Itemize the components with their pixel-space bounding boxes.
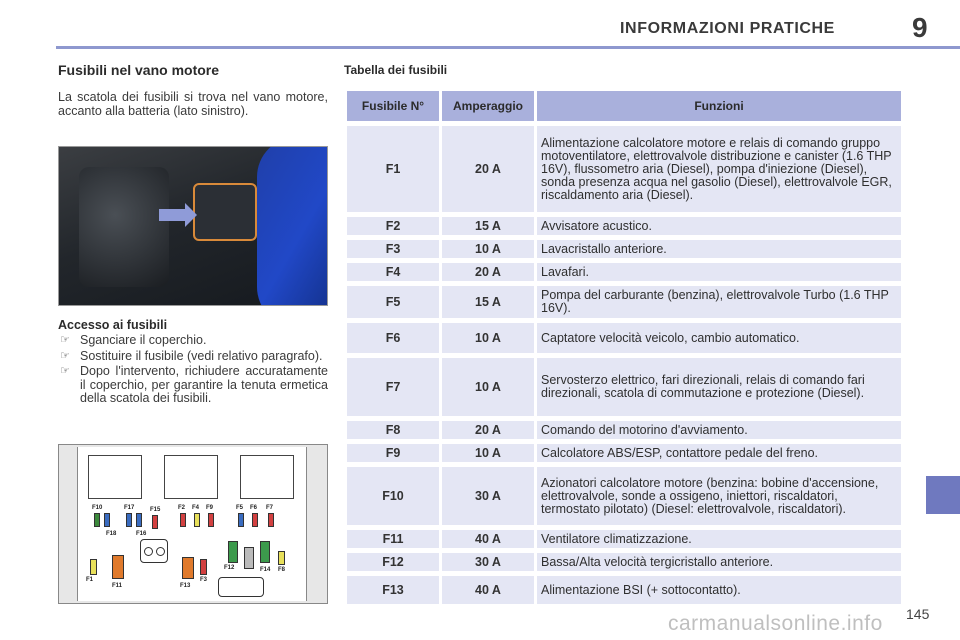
fuse-amperage: 10 A [442, 323, 534, 353]
fuse-f1 [90, 559, 97, 575]
fuse-amperage: 15 A [442, 217, 534, 235]
fuse-label: F7 [266, 505, 274, 511]
fuse-label: F6 [250, 505, 258, 511]
fuse-function: Avvisatore acustico. [537, 217, 901, 235]
fuse-f17 [126, 513, 132, 527]
fuse-label: F4 [192, 505, 200, 511]
fuse-amperage: 40 A [442, 576, 534, 604]
header-rule [56, 46, 960, 49]
fuse-label: F14 [260, 567, 271, 573]
fuse-function: Alimentazione BSI (+ sottocontatto). [537, 576, 901, 604]
access-step: ☞ Sostituire il fusibile (vedi relativo paragrafo). [60, 348, 323, 363]
fuse-label: F13 [180, 583, 191, 589]
fuse-label: F15 [150, 507, 161, 513]
fuse-function: Lavacristallo anteriore. [537, 240, 901, 258]
connector-pin [144, 547, 153, 556]
fuse-amperage: 40 A [442, 530, 534, 548]
column-header-functions: Funzioni [537, 91, 901, 121]
fuse-number: F3 [347, 240, 439, 258]
fuse-label: F17 [124, 505, 135, 511]
relay-slot [240, 455, 294, 499]
fuse-f2 [180, 513, 186, 527]
fuse-number: F11 [347, 530, 439, 548]
pointer-arrow-icon [159, 209, 185, 221]
fuse-amperage: 10 A [442, 358, 534, 416]
column-header-amperage: Amperaggio [442, 91, 534, 121]
relay-slot [88, 455, 142, 499]
table-row [347, 323, 901, 353]
fuse-function: Alimentazione calcolatore motore e relais di comando gruppo motoventilatore, elettrovalvole distribuzione e canister (1.6 THP 16V), flussometro aria (Diesel), pompa d'iniezione (Diesel), sonda presenza acqua nel gasolio (Diesel), elettrovalvole EGR, riscaldamento aria (Diesel). [537, 126, 901, 212]
fuse-number: F5 [347, 286, 439, 318]
fuse-f3 [200, 559, 207, 575]
column-header-fuse: Fusibile N° [347, 91, 439, 121]
table-row [347, 530, 901, 548]
pointing-hand-icon: ☞ [60, 365, 70, 377]
fuse-f17b [136, 513, 142, 527]
fuse-amperage: 20 A [442, 126, 534, 212]
fuse-label: F18 [106, 531, 117, 537]
fuse-label: F3 [200, 577, 208, 583]
fuse-number: F13 [347, 576, 439, 604]
fuse-f7 [268, 513, 274, 527]
table-row [347, 421, 901, 439]
fuse-function: Ventilatore climatizzazione. [537, 530, 901, 548]
table-row [347, 240, 901, 258]
fuse-function: Bassa/Alta velocità tergicristallo anteriore. [537, 553, 901, 571]
pointing-hand-icon: ☞ [60, 349, 70, 362]
fuse-function: Azionatori calcolatore motore (benzina: bobine d'accensione, elettrovalvole, sonde a ossigeno, iniettori, riscaldatori, termostato pilotato) (Diesel: elettrovalvole, riscaldatori). [537, 467, 901, 525]
fuse-box-inner [77, 447, 307, 601]
fuse-number: F8 [347, 421, 439, 439]
table-row [347, 126, 901, 212]
engine-component [79, 167, 169, 287]
access-steps-list [58, 334, 328, 408]
fuse-f14 [260, 541, 270, 563]
fuse-label: F2 [178, 505, 186, 511]
fuse-number: F10 [347, 467, 439, 525]
fuse-f10b [104, 513, 110, 527]
fuse-number: F7 [347, 358, 439, 416]
fuse-spare [244, 547, 254, 569]
chapter-number: 9 [912, 12, 928, 43]
fuse-label: F10 [92, 505, 103, 511]
fuse-f8 [278, 551, 285, 565]
table-row [347, 444, 901, 462]
engine-bay-photo [58, 146, 328, 306]
fuse-label: F11 [112, 583, 123, 589]
fuse-box-diagram [58, 444, 328, 604]
table-row [347, 553, 901, 571]
fuse-table [344, 86, 904, 609]
page-number: 145 [906, 606, 930, 622]
fuse-amperage: 10 A [442, 444, 534, 462]
fuse-number: F9 [347, 444, 439, 462]
fuse-number: F2 [347, 217, 439, 235]
fuse-number: F1 [347, 126, 439, 212]
fuse-label: F9 [206, 505, 214, 511]
fuse-function: Pompa del carburante (benzina), elettrovalvole Turbo (1.6 THP 16V). [537, 286, 901, 318]
fuse-amperage: 20 A [442, 421, 534, 439]
fuse-number: F4 [347, 263, 439, 281]
access-step: ☞ Dopo l'intervento, richiudere accuratamente il coperchio, per garantire la tenuta ermetica della scatola dei fusibili. [60, 364, 328, 405]
fuse-function: Lavafari. [537, 263, 901, 281]
fuse-label: F1 [86, 577, 94, 583]
table-row [347, 358, 901, 416]
fuse-amperage: 20 A [442, 263, 534, 281]
page-header-title: INFORMAZIONI PRATICHE [620, 20, 835, 37]
car-body-panel [257, 146, 328, 306]
fuse-amperage: 30 A [442, 467, 534, 525]
fuse-amperage: 10 A [442, 240, 534, 258]
fuse-f9 [208, 513, 214, 527]
fuse-f12 [228, 541, 238, 563]
pointing-hand-icon: ☞ [60, 334, 70, 346]
fuse-label: F16 [136, 531, 147, 537]
connector-pin [156, 547, 165, 556]
fuse-puller-slot [218, 577, 264, 597]
section-title: Fusibili nel vano motore [58, 62, 220, 78]
table-row [347, 263, 901, 281]
fuse-number: F6 [347, 323, 439, 353]
fuse-function: Servosterzo elettrico, fari direzionali, relais di comando fari direzionali, scatola di commutazione e protezione (Diesel). [537, 358, 901, 416]
fuse-label: F5 [236, 505, 244, 511]
fuse-amperage: 15 A [442, 286, 534, 318]
table-header-row [347, 91, 901, 121]
watermark: carmanualsonline.info [668, 612, 883, 635]
table-row [347, 576, 901, 604]
fuse-label: F8 [278, 567, 286, 573]
fuse-f4 [194, 513, 200, 527]
fuse-function: Captatore velocità veicolo, cambio automatico. [537, 323, 901, 353]
fuse-label: F12 [224, 565, 235, 571]
table-title: Tabella dei fusibili [344, 63, 448, 77]
fuse-amperage: 30 A [442, 553, 534, 571]
fuse-function: Comando del motorino d'avviamento. [537, 421, 901, 439]
fuse-box-highlight [193, 183, 257, 241]
fuse-function: Calcolatore ABS/ESP, contattore pedale del freno. [537, 444, 901, 462]
table-row [347, 217, 901, 235]
fuse-f11 [112, 555, 124, 579]
table-row [347, 286, 901, 318]
access-title: Accesso ai fusibili [58, 318, 168, 332]
fuse-f5 [238, 513, 244, 527]
intro-paragraph: La scatola dei fusibili si trova nel vano motore, accanto alla batteria (lato sinistro). [58, 90, 328, 118]
table-row [347, 467, 901, 525]
access-step: ☞ Sganciare il coperchio. [60, 333, 207, 347]
fuse-f6 [252, 513, 258, 527]
relay-slot [164, 455, 218, 499]
chapter-side-tab[interactable] [926, 476, 960, 514]
fuse-f15 [152, 515, 158, 529]
fuse-number: F12 [347, 553, 439, 571]
fuse-f10 [94, 513, 100, 527]
fuse-f13 [182, 557, 194, 579]
